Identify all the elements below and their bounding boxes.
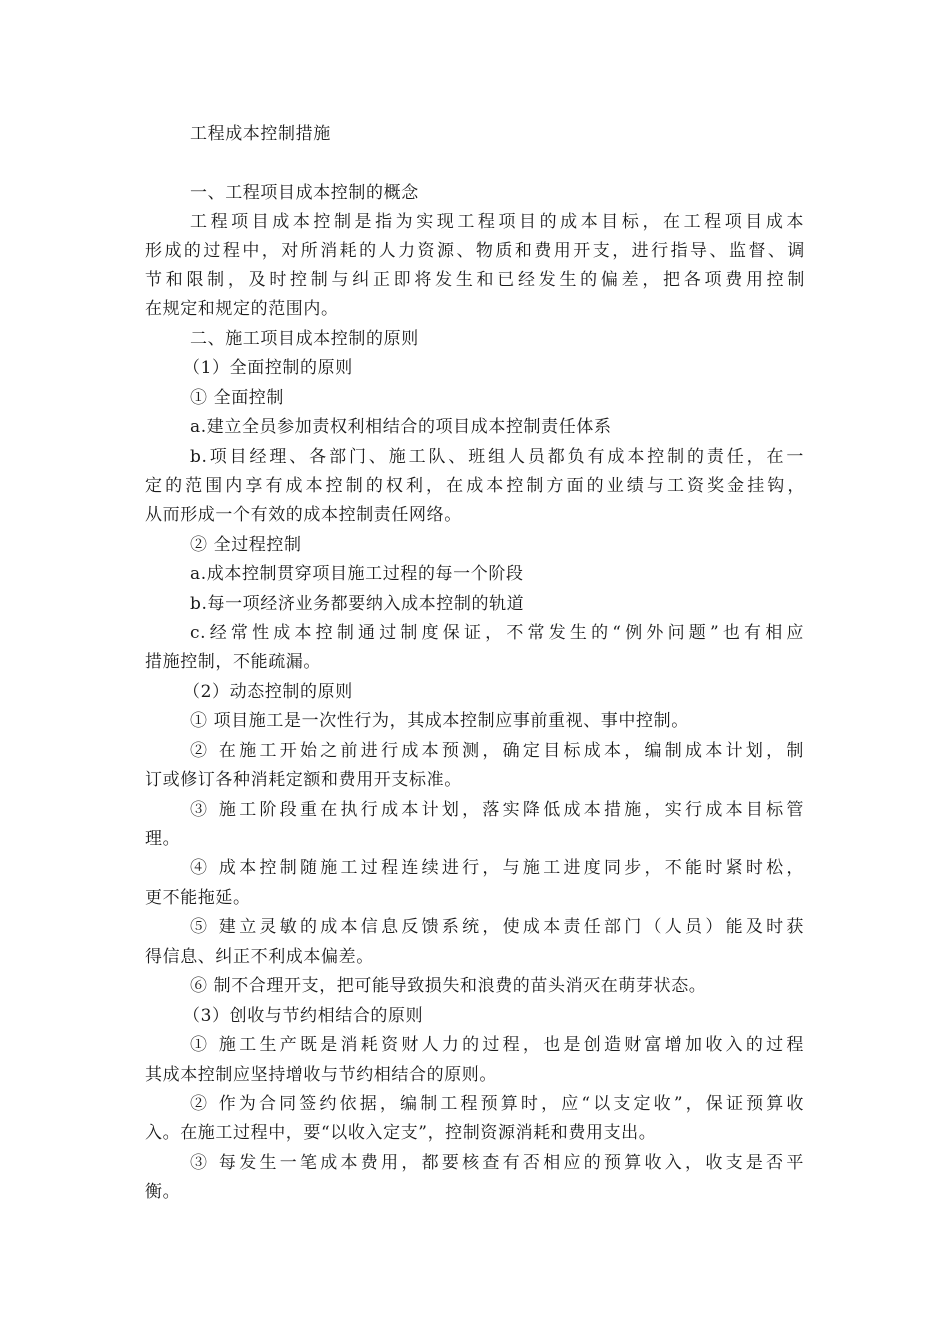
list-item: b.每一项经济业务都要纳入成本控制的轨道 [190,594,525,614]
paragraph-line: 订或修订各种消耗定额和费用开支标准。 [145,770,462,790]
list-item: b.项目经理、各部门、施工队、班组人员都负有成本控制的责任，在一 [190,447,804,467]
paragraph-line: 得信息、纠正不利成本偏差。 [145,947,374,967]
section-heading: 二、施工项目成本控制的原则 [190,329,419,349]
subsection-heading: （2）动态控制的原则 [183,682,353,702]
document-title: 工程成本控制措施 [190,124,331,144]
paragraph-line: 理。 [145,829,181,849]
list-item: a.成本控制贯穿项目施工过程的每一个阶段 [190,564,524,584]
paragraph-line: 节和限制，及时控制与纠正即将发生和已经发生的偏差，把各项费用控制 [145,270,805,290]
paragraph-line: 形成的过程中，对所消耗的人力资源、物质和费用开支，进行指导、监督、调 [145,241,805,261]
paragraph-line: 其成本控制应坚持增收与节约相结合的原则。 [145,1065,497,1085]
list-item: ⑤ 建立灵敏的成本信息反馈系统，使成本责任部门（人员）能及时获 [190,917,804,937]
paragraph-line: 在规定和规定的范围内。 [145,299,339,319]
list-item: ② 作为合同签约依据，编制工程预算时，应“以支定收”，保证预算收 [190,1094,804,1114]
paragraph-line: 定的范围内享有成本控制的权利，在成本控制方面的业绩与工资奖金挂钩， [145,476,805,496]
list-item: ② 全过程控制 [190,535,302,555]
list-item: a.建立全员参加责权利相结合的项目成本控制责任体系 [190,417,612,437]
subsection-heading: （1）全面控制的原则 [183,358,353,378]
list-item: ⑥ 制不合理开支，把可能导致损失和浪费的苗头消灭在萌芽状态。 [190,976,707,996]
subsection-heading: （3）创收与节约相结合的原则 [183,1006,424,1026]
list-item: ① 项目施工是一次性行为，其成本控制应事前重视、事中控制。 [190,711,689,731]
list-item: ④ 成本控制随施工过程连续进行，与施工进度同步，不能时紧时松， [190,858,804,878]
paragraph-line: 入。在施工过程中，要“以收入定支”，控制资源消耗和费用支出。 [145,1123,657,1143]
paragraph-line: 更不能拖延。 [145,888,251,908]
list-item: c.经常性成本控制通过制度保证，不常发生的“例外问题”也有相应 [190,623,804,643]
paragraph-line: 衡。 [145,1182,181,1202]
paragraph-line: 从而形成一个有效的成本控制责任网络。 [145,505,462,525]
list-item: ③ 施工阶段重在执行成本计划，落实降低成本措施，实行成本目标管 [190,800,804,820]
list-item: ① 施工生产既是消耗资财人力的过程，也是创造财富增加收入的过程 [190,1035,804,1055]
paragraph-line: 措施控制，不能疏漏。 [145,652,321,672]
section-heading: 一、工程项目成本控制的概念 [190,183,419,203]
list-item: ② 在施工开始之前进行成本预测，确定目标成本，编制成本计划，制 [190,741,804,761]
paragraph-line: 工程项目成本控制是指为实现工程项目的成本目标，在工程项目成本 [190,212,804,232]
list-item: ① 全面控制 [190,388,285,408]
list-item: ③ 每发生一笔成本费用，都要核查有否相应的预算收入，收支是否平 [190,1153,804,1173]
